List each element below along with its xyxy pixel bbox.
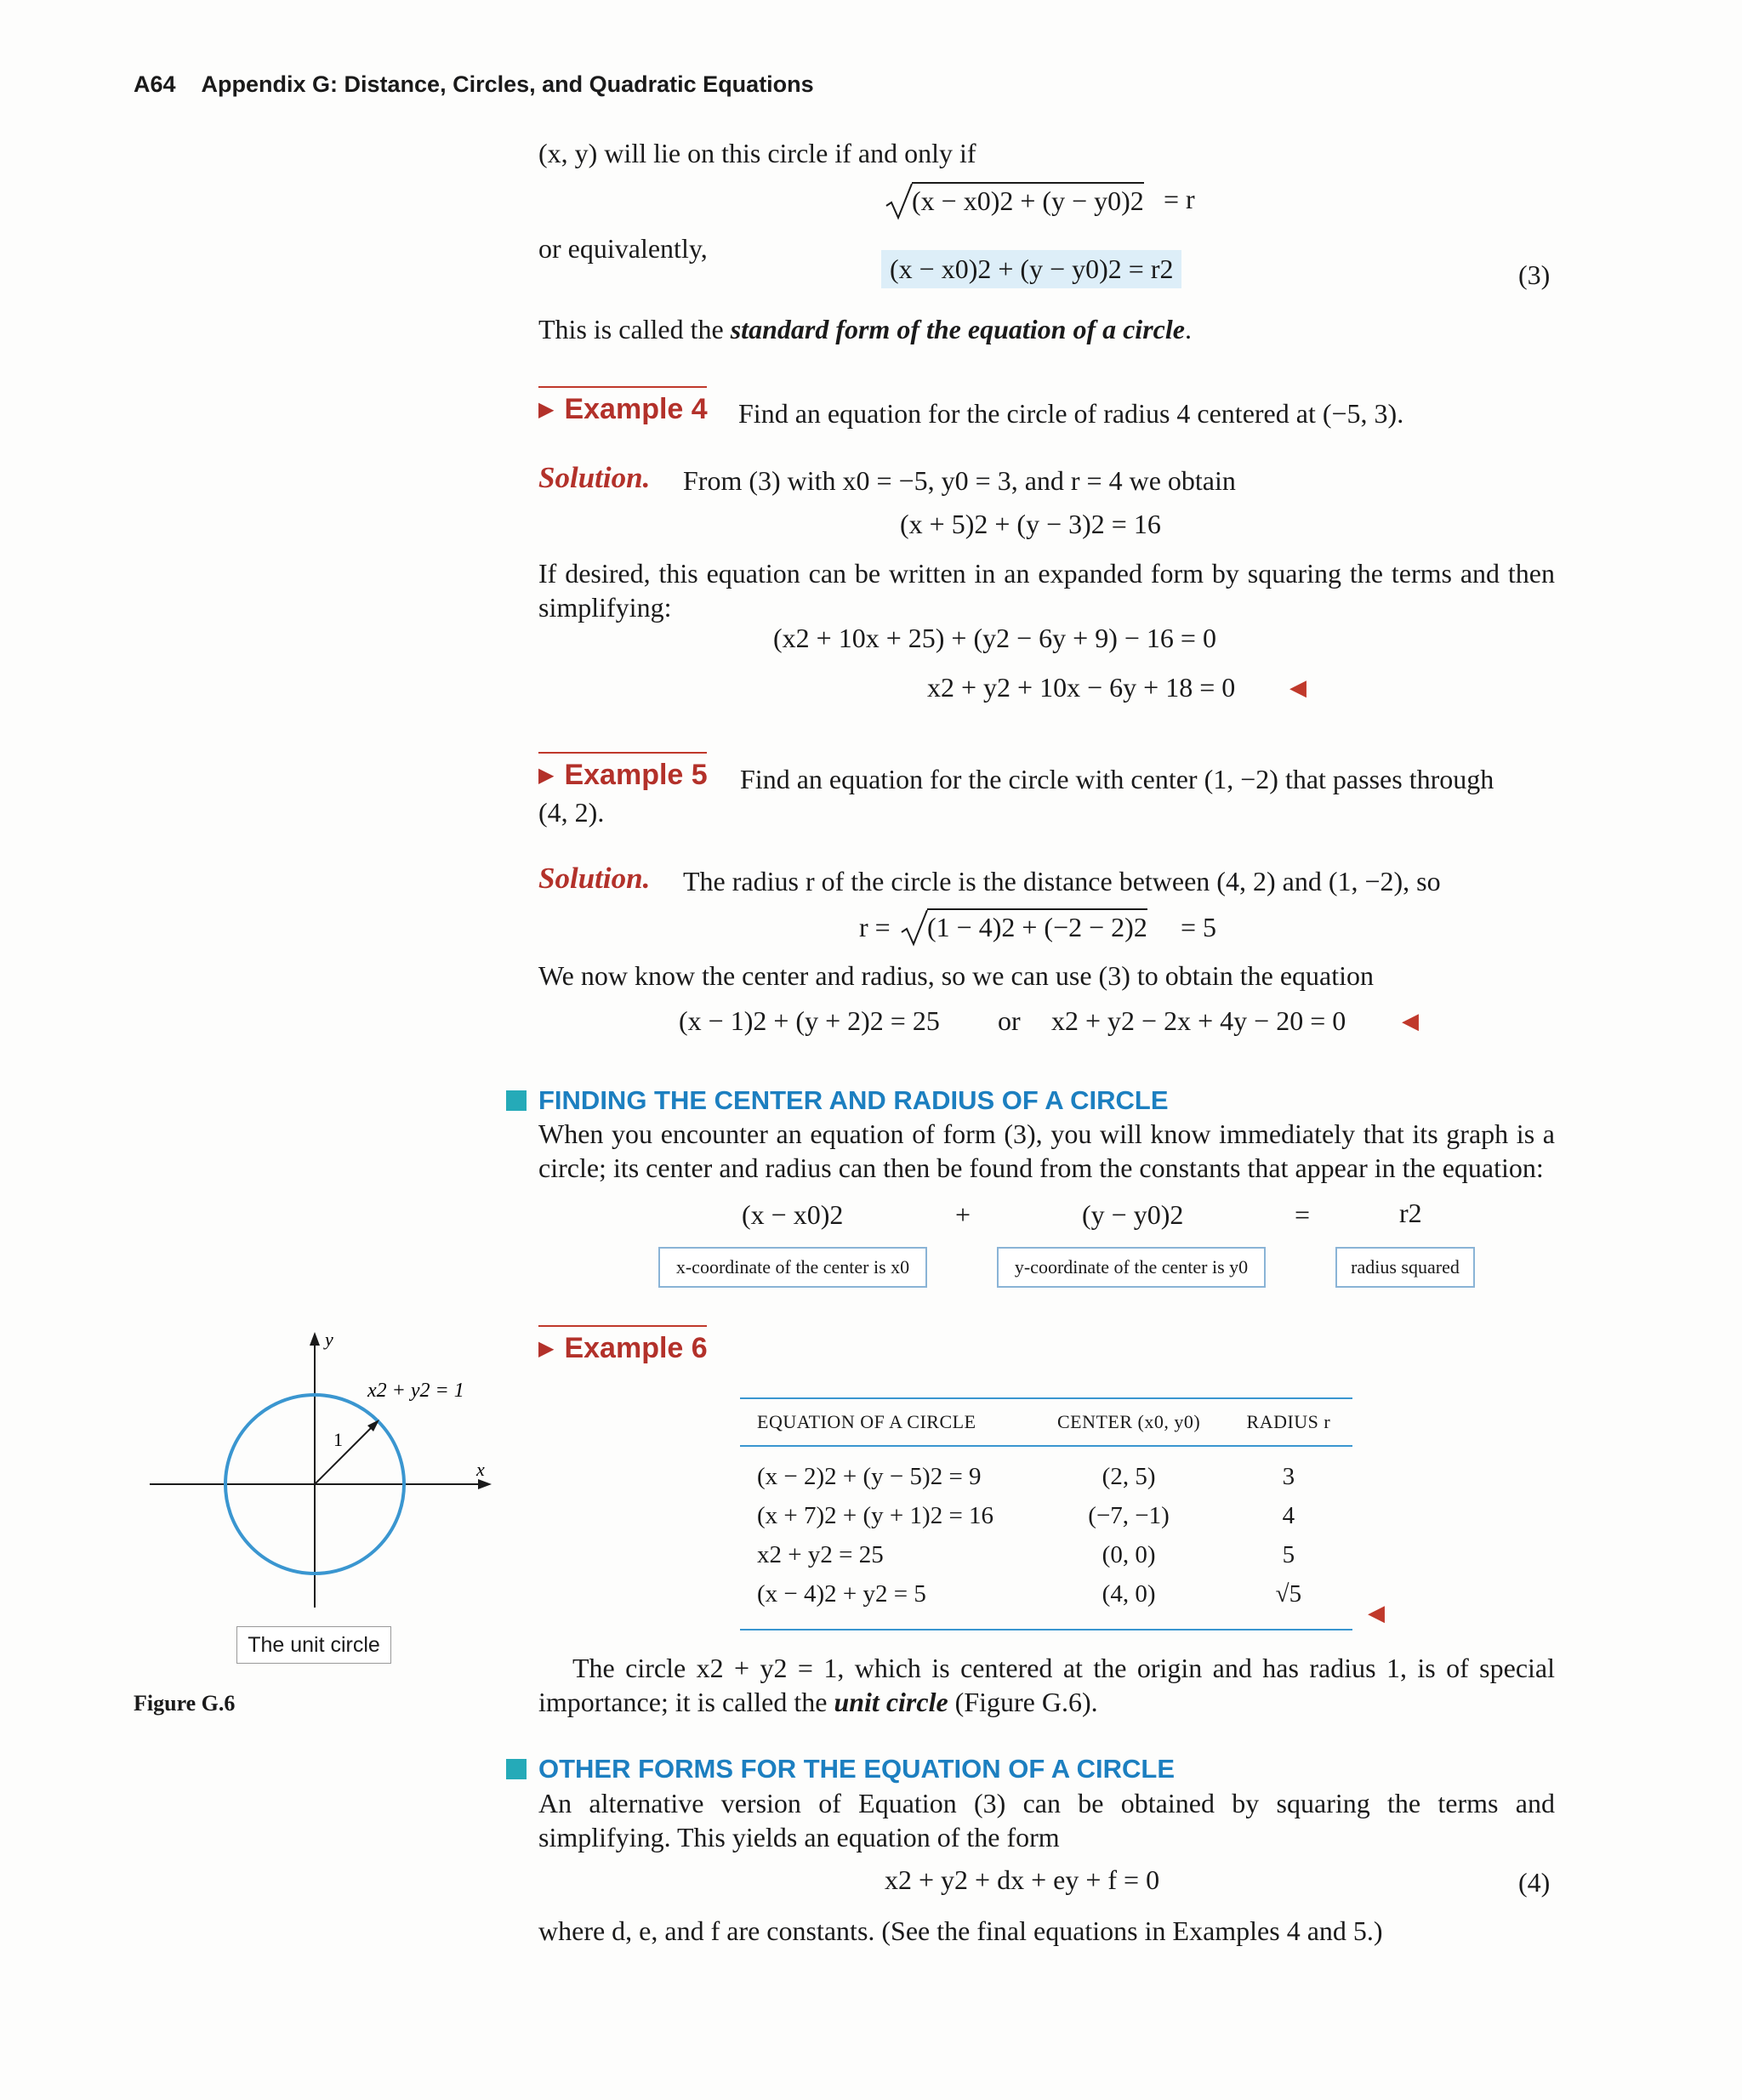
standard-form-prefix: This is called the — [538, 314, 724, 344]
equation-3: (x − x0)2 + (y − y0)2 = r2 — [881, 250, 1181, 288]
row-center: (4, 0) — [1102, 1579, 1156, 1608]
row-radius: 3 — [1282, 1462, 1295, 1490]
table-spacer — [740, 1447, 1352, 1457]
sqrt-symbol — [900, 907, 929, 948]
section-heading-text: FINDING THE CENTER AND RADIUS OF A CIRCLE — [538, 1085, 1169, 1115]
example-5-rule — [538, 752, 707, 754]
example-5-or: or — [998, 1005, 1021, 1036]
table-header-row — [740, 1399, 1352, 1445]
example-4-equation-2: (x2 + 10x + 25) + (y2 − 6y + 9) − 16 = 0 — [773, 623, 1216, 653]
figure-label: Figure G.6 — [134, 1691, 236, 1716]
example-5-title: Example 5 — [564, 759, 708, 791]
intro-line-text: (x, y) will lie on this circle if and only if — [538, 138, 976, 168]
term-plus: + — [955, 1199, 971, 1230]
example-6-label — [538, 1332, 708, 1365]
section-heading-center-radius — [506, 1085, 1169, 1116]
section-heading-other-forms — [506, 1754, 1175, 1784]
table-spacer — [740, 1613, 1352, 1629]
radius-eq-lhs: r = — [859, 912, 891, 942]
term-y: (y − y0)2 — [1082, 1199, 1184, 1230]
unit-circle-figure — [145, 1327, 502, 1625]
circle-table — [740, 1399, 1352, 1629]
section-marker-icon — [506, 1090, 527, 1111]
row-center: (2, 5) — [1102, 1462, 1156, 1490]
equation-4: x2 + y2 + dx + ey + f = 0 — [885, 1864, 1160, 1895]
or-equivalently: or equivalently, — [538, 233, 708, 264]
example-5-final-equation-a: (x − 1)2 + (y + 2)2 = 25 — [679, 1005, 940, 1036]
row-radius: √5 — [1275, 1579, 1302, 1608]
example-5-text-2: We now know the center and radius, so we can use (3) to obtain the equation — [538, 960, 1375, 991]
example-6-table-wrap — [740, 1397, 1352, 1630]
chapter-title: Appendix G: Distance, Circles, and Quadratic Equations — [201, 71, 814, 97]
radius-eq-rhs: = 5 — [1181, 912, 1217, 942]
example-4-problem: Find an equation for the circle of radius 4 centered at (−5, 3). — [738, 398, 1404, 429]
example-4-solution-label: Solution. — [538, 461, 651, 494]
triangle-icon: ▶ — [538, 764, 555, 787]
triangle-icon: ▶ — [538, 398, 555, 421]
row-center: (0, 0) — [1102, 1540, 1156, 1568]
row-equation: (x − 4)2 + y2 = 5 — [757, 1579, 926, 1608]
sqrt-rhs: = r — [1164, 184, 1195, 214]
table-row — [740, 1457, 1352, 1496]
y-axis-arrow-icon — [310, 1332, 320, 1346]
unit-circle-prefix: The circle x2 + y2 = 1, which is centered at the origin and has radius 1, is of special importance; it is called the — [538, 1653, 1555, 1717]
example-4-label — [538, 393, 708, 426]
row-radius: 5 — [1282, 1540, 1295, 1568]
section-other-final-text: where d, e, and f are constants. (See the final equations in Examples 4 and 5.) — [538, 1915, 1383, 1946]
example-4-equation-1: (x + 5)2 + (y − 3)2 = 16 — [900, 509, 1161, 539]
example-5-solution-label: Solution. — [538, 862, 651, 895]
end-of-example-6-icon: ◀ — [1368, 1601, 1385, 1625]
example-5-label — [538, 759, 708, 792]
example-4-rule — [538, 386, 707, 388]
section-other-text: An alternative version of Equation (3) can be obtained by squaring the terms and simplifying. This yields an equation of the form — [538, 1788, 1555, 1852]
column-header-equation: EQUATION OF A CIRCLE — [757, 1411, 976, 1432]
label-y-coordinate: y-coordinate of the center is y0 — [997, 1247, 1266, 1288]
column-header-center: CENTER (x0, y0) — [1056, 1411, 1201, 1432]
example-5-problem-cont: (4, 2). — [538, 797, 605, 828]
page-header — [134, 71, 814, 98]
unit-circle-paragraph — [538, 1651, 1555, 1719]
example-5-solution-text: The radius r of the circle is the distance between (4, 2) and (1, −2), so — [683, 866, 1441, 896]
example-5-problem: Find an equation for the circle with center (1, −2) that passes through — [740, 764, 1494, 794]
example-6-rule — [538, 1325, 707, 1327]
table-row — [740, 1496, 1352, 1535]
label-x-coordinate: x-coordinate of the center is x0 — [658, 1247, 927, 1288]
row-equation: (x + 7)2 + (y + 1)2 = 16 — [757, 1501, 994, 1529]
column-header-radius: RADIUS r — [1246, 1411, 1331, 1432]
radius-eq-body — [927, 908, 1147, 943]
page-number: A64 — [134, 71, 176, 97]
label-radius-squared: radius squared — [1335, 1247, 1475, 1288]
row-equation: (x − 2)2 + (y − 5)2 = 9 — [757, 1462, 982, 1490]
standard-form-sentence — [538, 312, 1192, 346]
end-of-example-5-icon: ◀ — [1402, 1009, 1419, 1033]
sqrt-symbol — [885, 180, 914, 221]
radius-label: 1 — [333, 1429, 343, 1450]
row-radius: 4 — [1282, 1501, 1295, 1529]
section-heading-text: OTHER FORMS FOR THE EQUATION OF A CIRCLE — [538, 1754, 1175, 1784]
figure-equation: x2 + y2 = 1 — [367, 1380, 464, 1402]
standard-form-term: standard form of the equation of a circle — [730, 314, 1185, 344]
table-bottom-rule — [740, 1629, 1352, 1630]
standard-form-suffix: . — [1184, 314, 1192, 344]
y-axis-label: y — [325, 1329, 333, 1350]
unit-circle-suffix: (Figure G.6). — [954, 1687, 1098, 1717]
row-equation: x2 + y2 = 25 — [757, 1540, 884, 1568]
section-center-text: When you encounter an equation of form (3), you will know immediately that its graph is a circle; its center and radius can then be found from the constants that appear in the equation: — [538, 1118, 1555, 1183]
equation-3-number: (3) — [1518, 259, 1551, 290]
example-5-final-equation-b: x2 + y2 − 2x + 4y − 20 = 0 — [1051, 1005, 1346, 1036]
section-marker-icon — [506, 1759, 527, 1779]
example-4-expanded-text: If desired, this equation can be written in an expanded form by squaring the terms and then simplifying: — [538, 558, 1555, 623]
table-row — [740, 1574, 1352, 1613]
unit-circle-term: unit circle — [834, 1687, 948, 1717]
sqrt-body — [912, 182, 1144, 217]
term-r: r2 — [1399, 1198, 1422, 1228]
x-axis-label: x — [476, 1459, 485, 1480]
x-axis-arrow-icon — [478, 1479, 492, 1489]
term-equals: = — [1295, 1199, 1311, 1230]
end-of-example-4-icon: ◀ — [1289, 675, 1306, 700]
row-center: (−7, −1) — [1088, 1501, 1170, 1529]
example-4-title: Example 4 — [564, 393, 708, 425]
table-row — [740, 1535, 1352, 1574]
radius-line — [315, 1425, 374, 1484]
radius-eq-body-text: (1 − 4)2 + (−2 − 2)2 — [927, 912, 1147, 942]
triangle-icon: ▶ — [538, 1337, 555, 1360]
example-4-solution-text: From (3) with x0 = −5, y0 = 3, and r = 4 we obtain — [683, 465, 1236, 496]
intro-line — [538, 136, 976, 170]
equation-4-number: (4) — [1518, 1867, 1551, 1898]
sqrt-body-text: (x − x0)2 + (y − y0)2 — [912, 185, 1144, 216]
example-4-equation-3: x2 + y2 + 10x − 6y + 18 = 0 — [927, 672, 1236, 703]
example-6-title: Example 6 — [564, 1332, 708, 1364]
term-x: (x − x0)2 — [742, 1199, 844, 1230]
figure-caption-box: The unit circle — [236, 1626, 391, 1664]
